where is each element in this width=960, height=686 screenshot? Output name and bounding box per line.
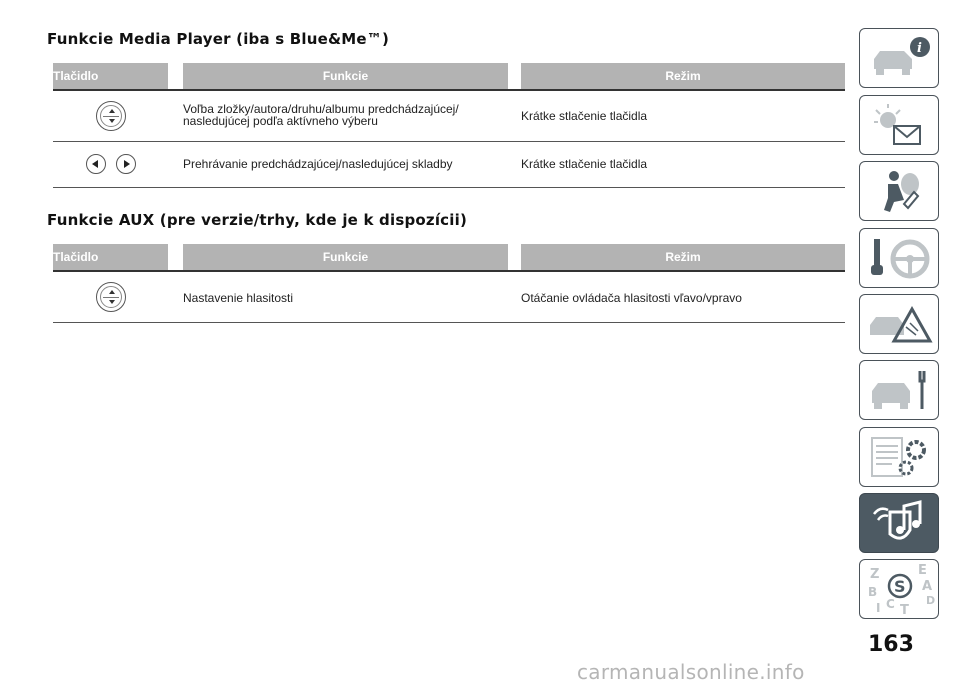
- index-letter: T: [900, 603, 909, 618]
- right-arrow-button-icon: [116, 154, 136, 174]
- multimedia-music-icon: [860, 494, 938, 552]
- rotary-knob-icon: [96, 282, 126, 312]
- tab-car-info[interactable]: [859, 28, 939, 88]
- table-row: [53, 91, 845, 142]
- tab-maintenance[interactable]: [859, 360, 939, 420]
- warning-light-message-icon: [860, 96, 938, 154]
- car-wrench-icon: [860, 361, 938, 419]
- section-title-aux: Funkcie AUX (pre verzie/trhy, kde je k dispozícii): [47, 211, 468, 229]
- button-cell: [53, 101, 168, 131]
- header-function: Funkcie: [183, 63, 508, 89]
- index-letter: C: [886, 597, 895, 611]
- tab-warning-lights[interactable]: [859, 95, 939, 155]
- svg-text:i: i: [917, 41, 922, 56]
- index-letter: B: [868, 585, 878, 599]
- key-steering-wheel-icon: [860, 229, 938, 287]
- table-media-player: [53, 63, 845, 188]
- mode-text: Otáčanie ovládača hlasitosti vľavo/vpravo: [521, 291, 742, 305]
- tab-multimedia[interactable]: [859, 493, 939, 553]
- car-info-icon: [860, 29, 938, 87]
- car-warning-triangle-icon: [860, 295, 938, 353]
- table-row: [53, 272, 845, 323]
- header-mode: Režim: [521, 63, 845, 89]
- header-button: Tlačidlo: [53, 244, 168, 270]
- header-button: Tlačidlo: [53, 63, 168, 89]
- tab-safety[interactable]: [859, 161, 939, 221]
- watermark: carmanualsonline.info: [577, 660, 805, 684]
- section-title-media-player: Funkcie Media Player (iba s Blue&Me™): [47, 30, 390, 48]
- page-number: 163: [868, 632, 914, 657]
- tab-emergency[interactable]: [859, 294, 939, 354]
- mode-text: Krátke stlačenie tlačidla: [521, 157, 648, 171]
- table-header: [53, 63, 845, 91]
- function-line: Voľba zložky/autora/druhu/albumu predchádzajúcej/: [183, 102, 459, 116]
- tab-index[interactable]: [859, 559, 939, 619]
- function-text: Prehrávanie predchádzajúcej/nasledujúcej skladby: [183, 157, 453, 171]
- alphabetical-index-icon: [860, 560, 938, 618]
- button-cell: [53, 154, 168, 174]
- tab-starting-driving[interactable]: [859, 228, 939, 288]
- index-letter: E: [918, 563, 927, 578]
- index-letter: A: [922, 579, 933, 594]
- button-cell: [53, 282, 168, 312]
- function-text: Nastavenie hlasitosti: [183, 291, 294, 305]
- svg-text:S: S: [894, 577, 906, 596]
- header-function: Funkcie: [183, 244, 508, 270]
- airbag-seat-icon: [860, 162, 938, 220]
- left-arrow-button-icon: [86, 154, 106, 174]
- table-header: [53, 244, 845, 272]
- index-letter: Z: [870, 567, 880, 582]
- rotary-knob-icon: [96, 101, 126, 131]
- index-letter: I: [876, 601, 881, 615]
- index-letter: D: [926, 594, 936, 607]
- mode-text: Krátke stlačenie tlačidla: [521, 109, 648, 123]
- function-text: [183, 103, 459, 127]
- table-aux: [53, 244, 845, 323]
- specs-gears-icon: [860, 428, 938, 486]
- header-mode: Režim: [521, 244, 845, 270]
- table-row: [53, 142, 845, 188]
- function-line: nasledujúcej podľa aktívneho výberu: [183, 114, 378, 128]
- tab-technical-specs[interactable]: [859, 427, 939, 487]
